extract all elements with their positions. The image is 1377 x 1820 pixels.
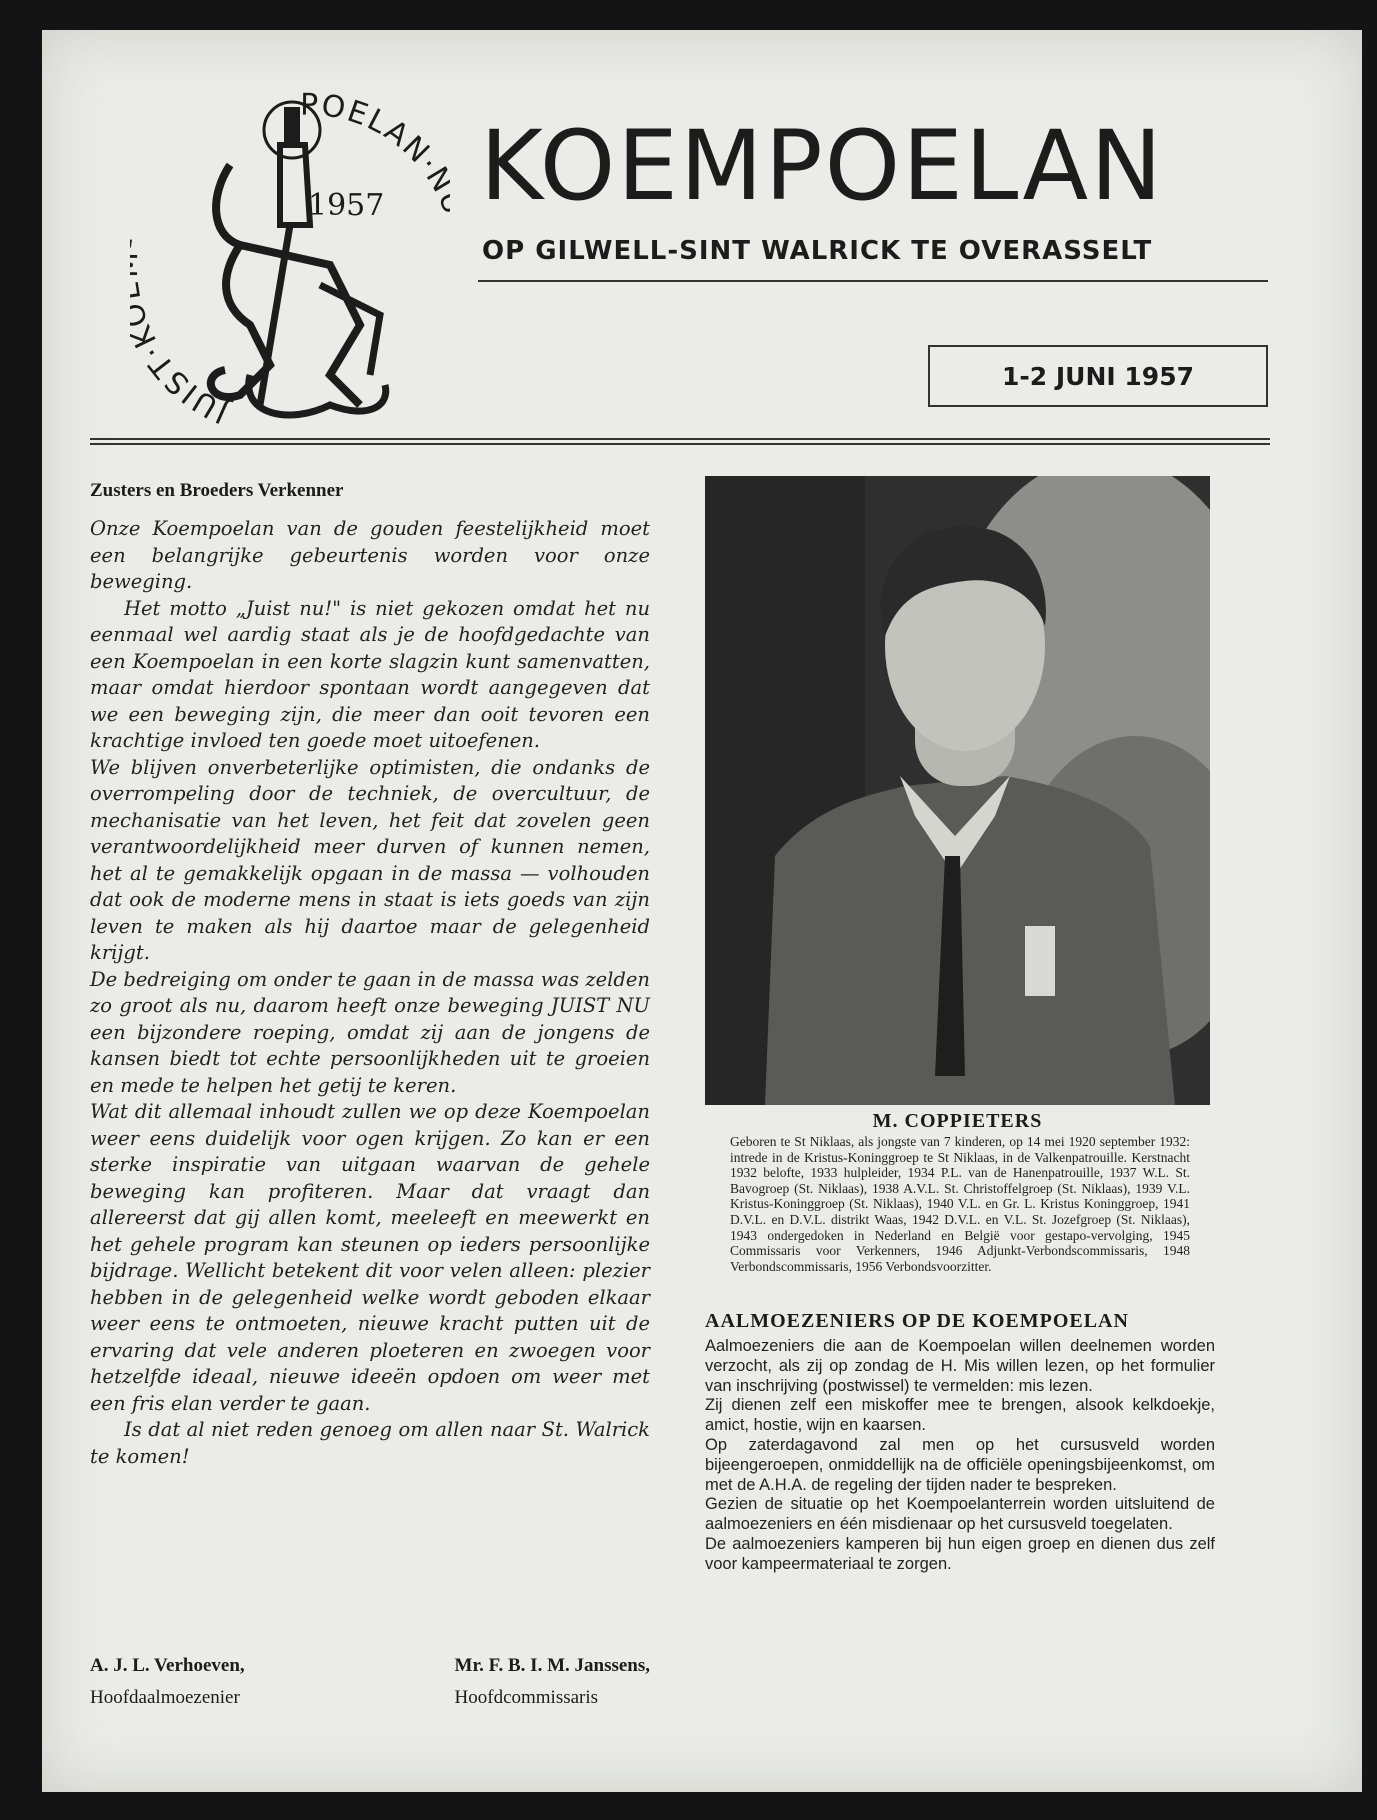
page-subtitle: OP GILWELL-SINT WALRICK TE OVERASSELT (482, 236, 1153, 266)
letter-salutation: Zusters en Broeders Verkenner (90, 480, 344, 501)
header-divider-bottom (90, 443, 1270, 445)
aalmoezeniers-paragraph: De aalmoezeniers kamperen bij hun eigen groep en dienen dus zelf voor kampeermateriaal te zorgen. (705, 1534, 1215, 1573)
title-divider (478, 280, 1268, 282)
page-title: KOEMPOELAN (480, 110, 1165, 222)
svg-text:JUIST·KOEM- (130, 234, 235, 431)
aalmoezeniers-heading: AALMOEZENIERS OP DE KOEMPOELAN (705, 1310, 1129, 1332)
portrait-photo (705, 476, 1210, 1105)
aalmoezeniers-body (705, 1337, 1215, 1575)
aalmoezeniers-paragraph: Gezien de situatie op het Koempoelanterrein worden uitsluitend de aalmoezeniers en één misdienaar op het cursusveld toegelaten. (705, 1495, 1215, 1534)
knight-on-horse-emblem-icon (130, 75, 450, 455)
letter-paragraph: Het motto „Juist nu!" is niet gekozen omdat het nu eenmaal wel aardig staat als je de hoofdgedachte van een Koempoelan in een korte slagzin kunt samenvatten, maar omdat hierdoor spontaan wordt aangegeven dat we een beweging zijn, die meer dan ooit tevoren een krachtige invloed ten goede moet uitoefenen. (90, 596, 650, 752)
signature-name: A. J. L. Verhoeven, (90, 1655, 245, 1676)
signature-name: Mr. F. B. I. M. Janssens, (454, 1655, 650, 1676)
letter-paragraph: Onze Koempoelan van de gouden feestelijkheid moet een belangrijke gebeurtenis worden voor onze beweging. (90, 517, 650, 593)
signature-block (90, 1650, 245, 1714)
letter-paragraph: Wat dit allemaal inhoudt zullen we op deze Koempoelan weer eens duidelijk voor ogen krijgen. Zo kan er een sterke inspiratie van uitgaan waarvan de gehele beweging kan profiteren. Maar dat vraagt dan allereerst dat gij allen komt, meeleeft en meewerkt en het gehele program kan steunen op ieders persoonlijke bijdrage. Wellicht betekent dit voor velen alleen: plezier hebben in de gelegenheid welke wordt geboden elkaar weer eens te ontmoeten, nieuwe kracht putten uit de ervaring dat vele anderen ploeteren en zwoegen voor hetzelfde ideaal, nieuwe ideeën opdoen om weer met een fris elan verder te gaan. (90, 1100, 650, 1415)
photo-caption-name: M. COPPIETERS (872, 1110, 1043, 1132)
signatures (90, 1650, 650, 1714)
signature-block (455, 1650, 650, 1714)
portrait-image (705, 476, 1210, 1105)
logo-year: 1957 (308, 188, 385, 223)
logo-ring-text-left: JUIST· (134, 337, 234, 430)
signature-role: Hoofdcommissaris (454, 1687, 599, 1708)
aalmoezeniers-paragraph: Op zaterdagavond zal men op het cursusveld worden bijeengeroepen, onmiddellijk na de officiële openingsbijeenkomst, om met de A.H.A. de regeling der tijden nader te bespreken. (705, 1435, 1215, 1494)
event-date: 1-2 JUNI 1957 (928, 345, 1268, 407)
aalmoezeniers-paragraph: Aalmoezeniers die aan de Koempoelan willen deelnemen worden verzocht, als zij op zondag de H. Mis willen lezen, op het formulier van inschrijving (postwissel) te vermelden: mis lezen. (705, 1337, 1215, 1395)
letter-paragraph: Is dat al niet reden genoeg om allen naar St. Walrick te komen! (90, 1418, 650, 1468)
photo-caption-bio: Geboren te St Niklaas, als jongste van 7 kinderen, op 14 mei 1920 september 1932: intrede in de Kristus-Koninggroep te St Niklaas, in de Valkenpatrouille. Kerstnacht 1932 belofte, 1933 hulpleider, 1934 P.L. van de Hanenpatrouille, 1937 W.L. St. Bavogroep (St. Niklaas), 1938 A.V.L. St. Christoffelgroep (St. Niklaas), 1939 V.L. Kristus-Koninggroep (St. Niklaas), 1940 V.L. en Gr. L. Kristus Koninggroep, 1941 D.V.L. en D.V.L. distrikt Waas, 1942 D.V.L. en V.L. St. Jozefgroep (St. Niklaas), 1943 ondergedoken in Nederland en België voor gestapo-vervolging, 1945 Commissaris voor Verkenners, 1946 Adjunkt-Verbondscommissaris, 1948 Verbondscommissaris, 1956 Verbondsvoorzitter. (730, 1134, 1190, 1274)
letter-body (90, 516, 650, 1470)
koempoelan-logo (130, 75, 450, 455)
signature-role: Hoofdaalmoezenier (90, 1687, 240, 1708)
letter-paragraph: We blijven onverbeterlijke optimisten, die ondanks de overrompeling door de techniek, de overcultuur, de mechanisatie van het leven, het feit dat zovelen geen verantwoordelijkheid meer durven of kunnen nemen, het al te gemakkelijk opgaan in de massa — volhouden dat ook de moderne mens in staat is iets goeds van zijn leven te maken als hij daartoe maar de gelegenheid krijgt. (90, 755, 650, 964)
aalmoezeniers-paragraph: Zij dienen zelf een miskoffer mee te brengen, alsook kelkdoekje, amict, hostie, wijn en kaarsen. (705, 1396, 1215, 1435)
letter-column (90, 480, 650, 1470)
header-divider-top (90, 438, 1270, 440)
letter-paragraph: De bedreiging om onder te gaan in de massa was zelden zo groot als nu, daarom heeft onze beweging JUIST NU een bijzondere roeping, omdat zij aan de jongens de kansen biedt tot echte persoonlijkheden uit te groeien en mede te helpen het getij te keren. (90, 967, 650, 1097)
logo-ring-text-right: POELAN· (299, 87, 447, 181)
